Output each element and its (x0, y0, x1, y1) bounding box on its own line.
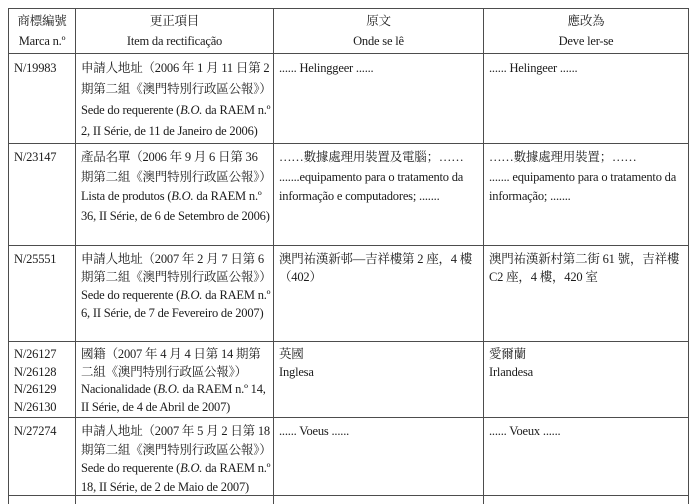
text-line: N/26127 (14, 347, 57, 361)
text-line: ...... Voeus ...... (279, 424, 350, 438)
text-line: Irlandesa (489, 364, 534, 379)
text-line: N/26128 (14, 364, 57, 379)
cell-original-text (274, 54, 484, 144)
text-line: ……數據處理用裝置及電腦；…… (279, 150, 464, 164)
text-line: Sede do requerente (B.O. da RAEM n.º 6, II Série, de 7 de Fevereiro de 2007) (81, 288, 271, 320)
text-line: 申請人地址（2007 年 5 月 2 日第 18 期第二組《澳門特別行政區公報》） (81, 424, 272, 457)
cell-corrected-text (484, 418, 688, 495)
header-original-text (274, 9, 484, 54)
text-line: N/25551 (14, 252, 57, 266)
column-border-stub (8, 496, 9, 504)
cell-mark-number (9, 418, 76, 495)
text-line: ...... Voeux ...... (489, 424, 561, 438)
text-line: .......equipamento para o tratamento da informação e computadores; ....... (279, 169, 464, 203)
header-corrected-text (484, 9, 688, 54)
text-line: N/23147 (14, 150, 57, 164)
text-line: 英國 (279, 347, 304, 361)
cell-mark-number (9, 144, 76, 246)
header-original-text-zh: 原文 (366, 14, 391, 28)
cell-corrected-text (484, 54, 688, 144)
cell-corrected-text (484, 342, 688, 418)
text-line: ....... equipamento para o tratamento da informação; ....... (489, 169, 677, 203)
text-line: N/26130 (14, 399, 57, 414)
text-line: ...... Helinggeer ...... (279, 61, 374, 75)
cell-corrected-text (484, 246, 688, 342)
header-rectification-item-zh: 更正項目 (149, 14, 200, 28)
text-line: 申請人地址（2006 年 1 月 11 日第 2 期第二組《澳門特別行政區公報》） (81, 61, 272, 96)
text-line: Inglesa (279, 364, 314, 379)
text-line: Lista de produtos (B.O. da RAEM n.º 36, II Série, de 6 de Setembro de 2006) (81, 189, 270, 223)
header-mark-number-pt: Marca n.º (18, 34, 66, 48)
cell-original-text (274, 342, 484, 418)
text-line: 愛爾蘭 (489, 347, 526, 361)
header-mark-number (9, 9, 76, 54)
cell-original-text (274, 418, 484, 495)
cell-original-text (274, 144, 484, 246)
column-border-stub (688, 496, 689, 504)
text-line: 國籍（2007 年 4 月 4 日第 14 期第二組《澳門特別行政區公報》） (81, 347, 261, 379)
cell-rectification-item (76, 54, 274, 144)
cell-rectification-item (76, 418, 274, 495)
cell-mark-number (9, 246, 76, 342)
rectification-table (8, 8, 689, 496)
text-line: N/19983 (14, 61, 57, 75)
header-mark-number-zh: 商標編號 (17, 14, 67, 28)
column-border-stub (273, 496, 274, 504)
text-line: ...... Helingeer ...... (489, 61, 578, 75)
header-rectification-item (76, 9, 274, 54)
text-line: 澳門祐漢新村第二街 61 號，吉祥樓 C2 座，4 樓，420 室 (489, 252, 680, 284)
text-line: Nacionalidade (B.O. da RAEM n.º 14, II Série, de 4 de Abril de 2007) (81, 382, 266, 414)
text-line: Sede do requerente (B.O. da RAEM n.º 18, II Série, de 2 de Maio de 2007) (81, 461, 271, 494)
cell-mark-number (9, 54, 76, 144)
text-line: 澳門祐漢新邨—吉祥樓第 2 座，4 樓（402） (279, 252, 473, 284)
cell-rectification-item (76, 144, 274, 246)
column-border-stub (483, 496, 484, 504)
cell-original-text (274, 246, 484, 342)
text-line: 申請人地址（2007 年 2 月 7 日第 6 期第二組《澳門特別行政區公報》） (81, 252, 272, 284)
header-rectification-item-pt: Item da rectificação (126, 34, 223, 48)
text-line: ……數據處理用裝置；…… (489, 150, 637, 164)
text-line: 產品名單（2006 年 9 月 6 日第 36 期第二組《澳門特別行政區公報》） (81, 150, 272, 184)
column-border-stub (75, 496, 76, 504)
text-line: Sede do requerente (B.O. da RAEM n.º 2, II Série, de 11 de Janeiro de 2006) (81, 103, 271, 138)
cell-corrected-text (484, 144, 688, 246)
cell-mark-number (9, 342, 76, 418)
cell-rectification-item (76, 342, 274, 418)
header-corrected-text-pt: Deve ler-se (558, 34, 614, 48)
text-line: N/27274 (14, 424, 57, 438)
header-original-text-pt: Onde se lê (353, 34, 404, 48)
cell-rectification-item (76, 246, 274, 342)
header-corrected-text-zh: 應改為 (567, 14, 605, 28)
text-line: N/26129 (14, 382, 57, 396)
